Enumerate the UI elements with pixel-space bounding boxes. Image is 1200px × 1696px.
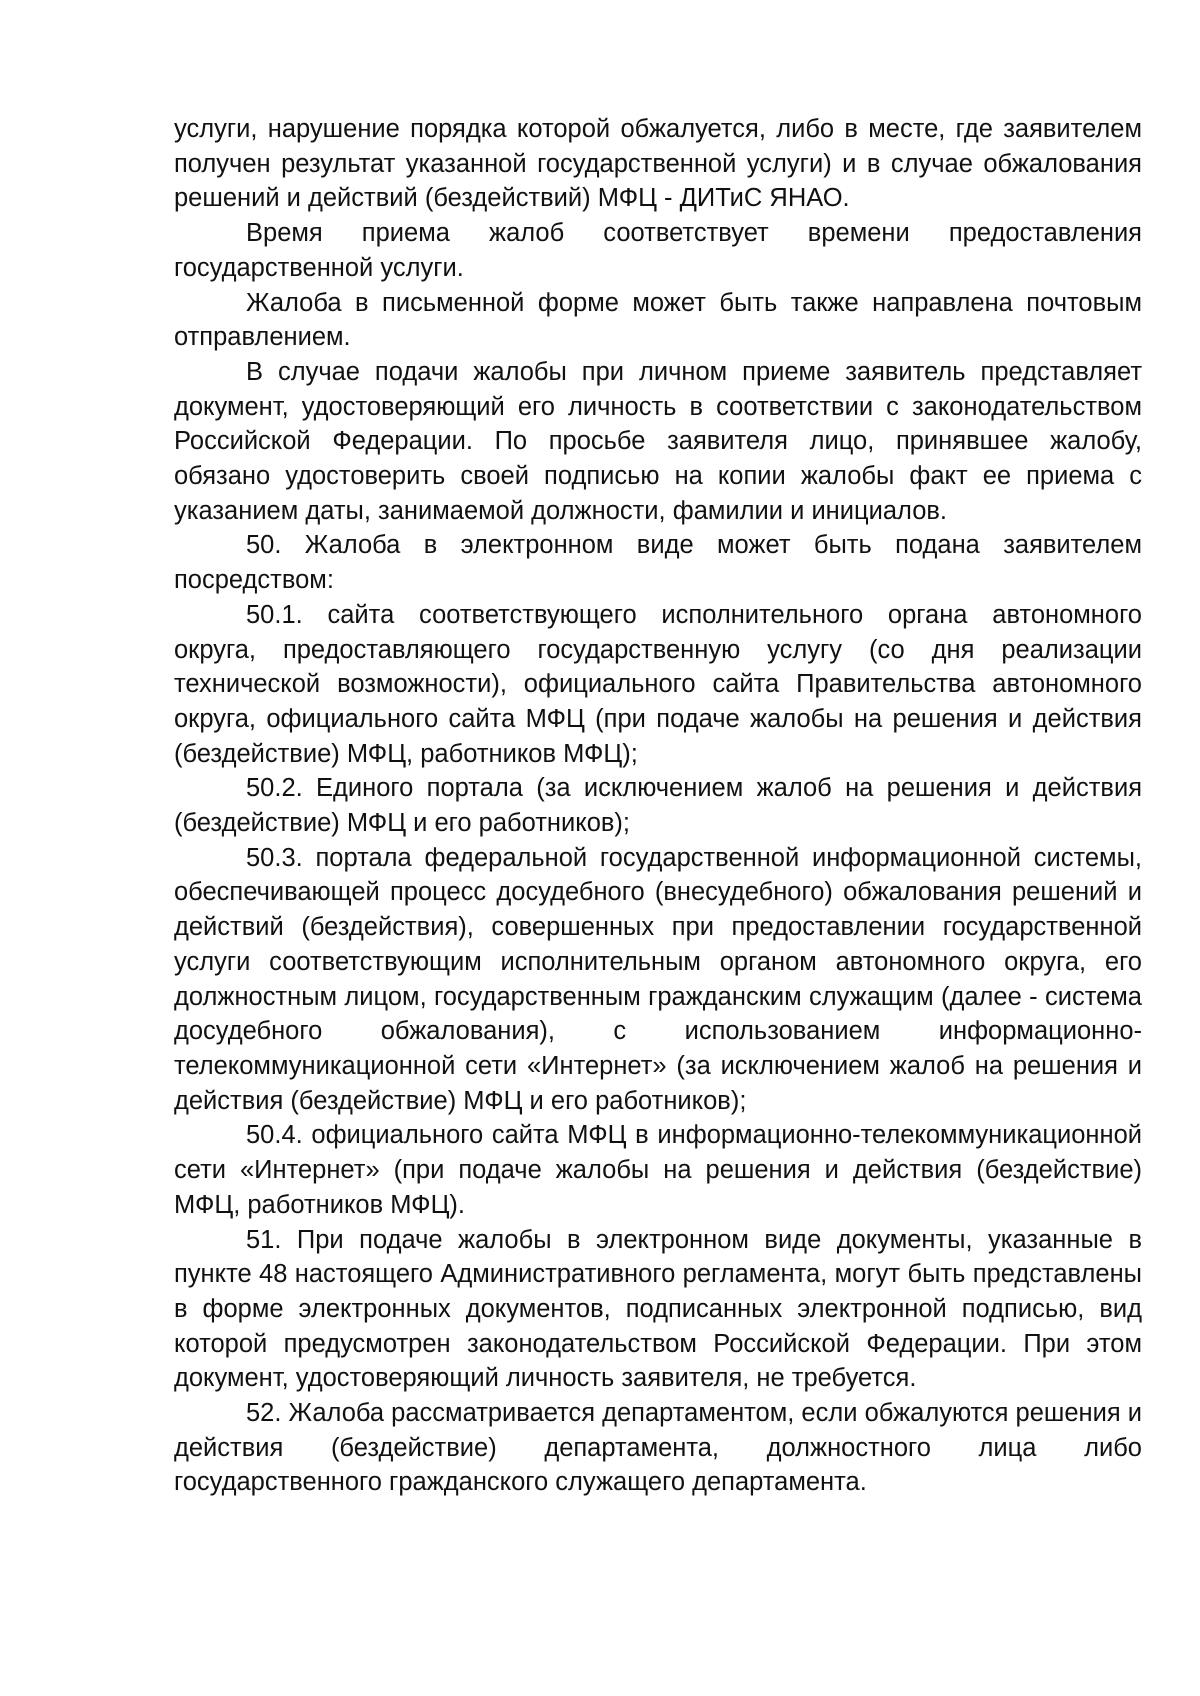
paragraph-personal-reception: В случае подачи жалобы при личном приеме заявитель представляет документ, удостоверяющий его личность в соответствии с законодательством Российской Федерации. По просьбе заявителя лицо, принявшее жалобу, обязано удостоверить своей подписью на копии жалобы факт ее приема с указанием даты, занимаемой должности, фамилии и инициалов. (174, 357, 1142, 525)
paragraph-item-50-1: 50.1. сайта соответствующего исполнительного органа автономного округа, предоставляющего государственную услугу (со дня реализации технической возможности), официального сайта Правительства автономного округа, официального сайта МФЦ (при подаче жалобы на решения и действия (бездействие) МФЦ, работников МФЦ); (174, 600, 1142, 768)
paragraph-item-50-2: 50.2. Единого портала (за исключением жалоб на решения и действия (бездействие) МФЦ и его работников); (174, 774, 1142, 838)
paragraph-item-50-3: 50.3. портала федеральной государственной информационной системы, обеспечивающей процесс досудебного (внесудебного) обжалования решений и действий (бездействия), совершенных при предоставлении государственной услуги соответствующим исполнительным органом автономного округа, его должностным лицом, государственным гражданским служащим (далее - система досудебного обжалования), с использованием информационно-телекоммуникационной сети «Интернет» (за исключением жалоб на решения и действия (бездействие) МФЦ и его работников); (174, 843, 1142, 1115)
document-page (174, 112, 1142, 1500)
paragraph-reception-time: Время приема жалоб соответствует времени предоставления государственной услуги. (174, 219, 1142, 282)
paragraph-item-52: 52. Жалоба рассматривается департаментом, если обжалуются решения и действия (бездействие) департамента, должностного лица либо государственного гражданского служащего департамента. (174, 1399, 1143, 1497)
paragraph-item-50-4: 50.4. официального сайта МФЦ в информационно-телекоммуникационной сети «Интернет» (при подаче жалобы на решения и действия (бездействие) МФЦ, работников МФЦ). (174, 1121, 1142, 1219)
paragraph-item-51: 51. При подаче жалобы в электронном виде документы, указанные в пункте 48 настоящего Административного регламента, могут быть представлены в форме электронных документов, подписанных электронной подписью, вид которой предусмотрен законодательством Российской Федерации. При этом документ, удостоверяющий личность заявителя, не требуется. (174, 1225, 1142, 1393)
paragraph-continuation: услуги, нарушение порядка которой обжалуется, либо в месте, где заявителем получен результат указанной государственной услуги) и в случае обжалования решений и действий (бездействий) МФЦ - ДИТиС ЯНАО. (174, 115, 1142, 213)
paragraph-postal-complaint: Жалоба в письменной форме может быть также направлена почтовым отправлением. (174, 288, 1142, 352)
paragraph-item-50: 50. Жалоба в электронном виде может быть подана заявителем посредством: (174, 531, 1142, 595)
